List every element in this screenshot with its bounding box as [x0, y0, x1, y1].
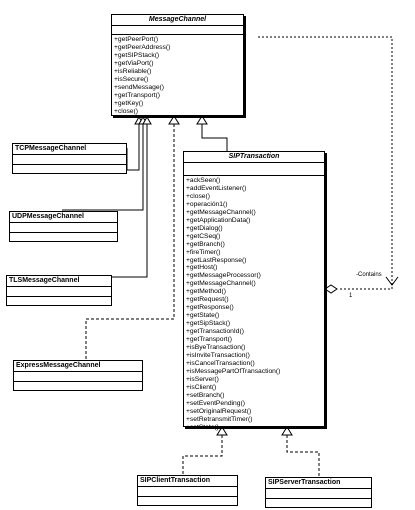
message-channel-class [111, 14, 244, 116]
operation: +isClient() [186, 383, 217, 391]
contains-aggregation-diamond [325, 285, 337, 293]
operation: +getKey() [114, 99, 144, 107]
operation: +setRetransmitTimer() [186, 415, 253, 423]
sip-client-transaction-class-name: SIPClientTransaction [138, 476, 237, 487]
sip-transaction-operations [184, 176, 324, 433]
express-attributes [14, 372, 142, 382]
udp-operations [10, 233, 117, 242]
sip-client-attributes [138, 487, 237, 497]
operation: +sendMessage() [114, 83, 164, 91]
operation: +getMessageChannel() [186, 280, 256, 288]
operation: +getTransport() [186, 336, 233, 344]
operation: +setState() [186, 423, 219, 431]
operation: +getLastResponse() [186, 256, 247, 264]
sipclient-generalization-line [183, 435, 222, 475]
operation: +close() [114, 107, 138, 115]
message-channel-operations [112, 35, 243, 117]
sipserver-generalization-line [287, 435, 319, 477]
operation: +fireTimer() [186, 248, 221, 256]
operation: +getPeerPort() [114, 36, 159, 43]
operation: +getCSeq() [186, 232, 221, 240]
operation: +getSipStack() [186, 320, 231, 328]
operation: +isServer() [186, 375, 219, 383]
operation: +setBranch() [186, 391, 225, 399]
operation: +getRequest() [186, 296, 229, 304]
message-channel-attributes [112, 26, 243, 35]
siptransaction-generalization-arrowhead [197, 116, 207, 124]
tcp-generalization-line [127, 124, 139, 170]
operation: +addEventListener() [186, 184, 247, 192]
operation: +getBranch() [186, 240, 225, 248]
operation: +getResponse() [186, 304, 234, 312]
operation: +setEventPending() [186, 399, 245, 407]
express-generalization-arrowhead [169, 116, 179, 124]
sip-server-operations [266, 499, 371, 508]
tls-message-channel-class [6, 275, 112, 306]
operation: +getMessageChannel() [186, 208, 256, 216]
operation: +getPeerAddress() [114, 43, 171, 51]
sip-client-operations [138, 497, 237, 506]
udp-attributes [10, 223, 117, 233]
operation: +getViaPort() [114, 59, 154, 67]
express-message-channel-class [13, 360, 143, 391]
sip-server-transaction-class-name: SIPServerTransaction [266, 478, 371, 489]
operation: +getSIPStack() [114, 51, 160, 59]
tls-attributes [7, 287, 111, 297]
tcp-message-channel-class-name: TCPMessageChannel [13, 144, 126, 155]
operation: +operación1() [186, 200, 228, 208]
operation: +getTransport() [114, 91, 161, 99]
operation: +isSecure() [114, 75, 149, 83]
operation: +getDialog() [186, 224, 223, 232]
operation: +getApplicationData() [186, 216, 251, 224]
udp-message-channel-class-name: UDPMessageChannel [10, 212, 117, 223]
tls-operations [7, 297, 111, 306]
sip-server-attributes [266, 489, 371, 499]
operation: +getTransactionId() [186, 328, 244, 336]
operation: +getMessageProcessor() [186, 272, 261, 280]
sip-server-transaction-class [265, 477, 372, 508]
association-role-label: -Contains [356, 272, 382, 278]
sip-transaction-class [183, 151, 325, 431]
express-operations [14, 382, 142, 391]
operation: +getMethod() [186, 288, 226, 296]
operation: +isByeTransaction() [186, 344, 246, 352]
operation: +close() [186, 192, 210, 200]
sip-client-transaction-class [137, 475, 238, 506]
sip-transaction-attributes [184, 163, 324, 176]
operation: +getHost() [186, 264, 218, 272]
tcp-message-channel-class [12, 143, 127, 174]
udp-message-channel-class [9, 211, 118, 242]
tcp-attributes [13, 155, 126, 165]
operation: +isCancelTransaction() [186, 359, 255, 367]
message-channel-class-name: MessageChannel [112, 15, 243, 26]
operation: +ackSeen() [186, 177, 221, 184]
siptransaction-generalization-line [202, 124, 227, 151]
tls-message-channel-class-name: TLSMessageChannel [7, 276, 111, 287]
sip-transaction-class-name: SIPTransaction [184, 152, 324, 163]
operation: +isReliable() [114, 67, 152, 75]
association-multiplicity-label: 1 [349, 293, 353, 299]
operation: +getState() [186, 312, 220, 320]
tcp-operations [13, 165, 126, 174]
operation: +setOriginalRequest() [186, 407, 252, 415]
operation: +isMessagePartOfTransaction() [186, 367, 281, 375]
express-message-channel-class-name: ExpressMessageChannel [14, 361, 142, 372]
operation: +isInviteTransaction() [186, 351, 250, 359]
